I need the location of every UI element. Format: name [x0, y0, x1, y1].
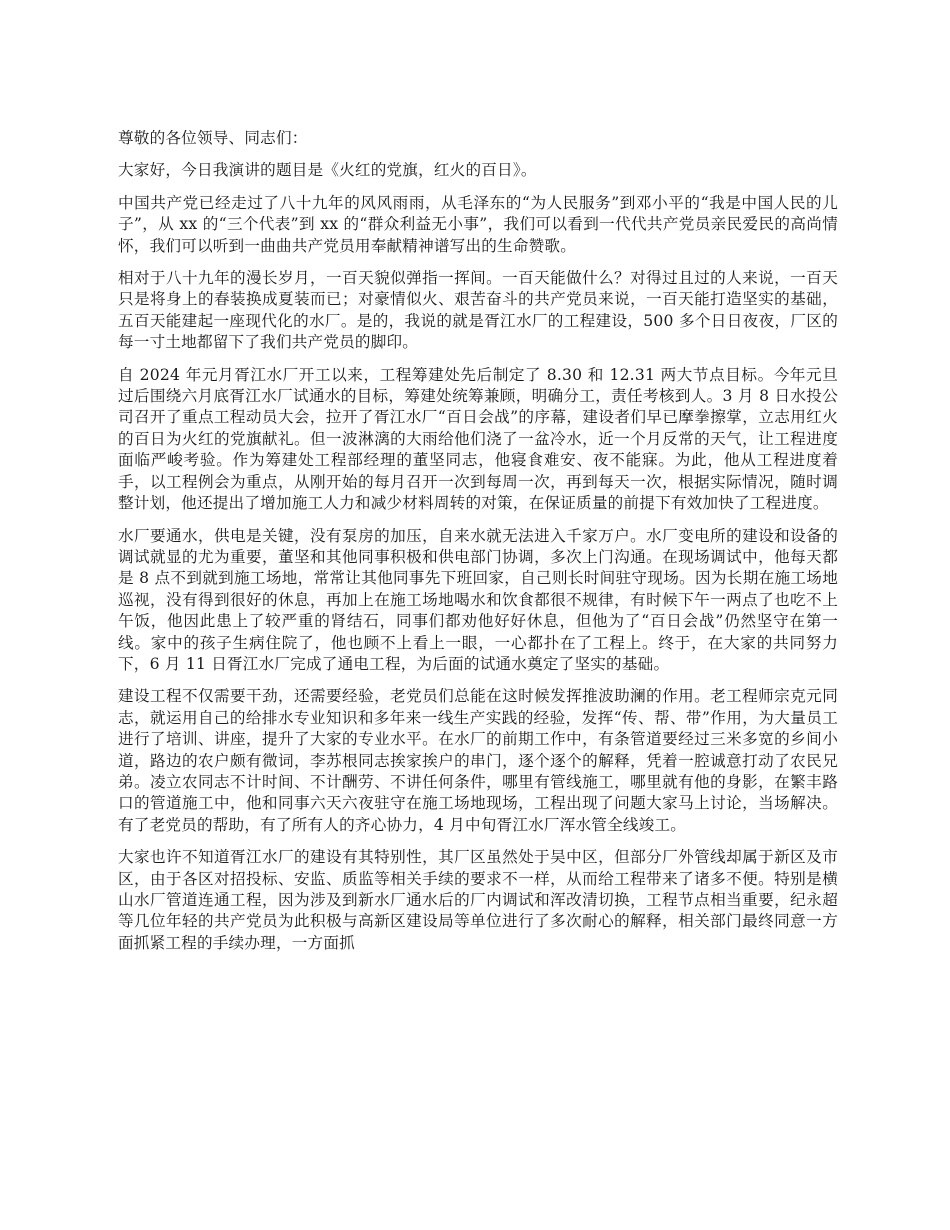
paragraph-special-circumstances: 大家也许不知道胥江水厂的建设有其特别性，其厂区虽然处于吴中区，但部分厂外管线却属于新区及市区，由于各区对招投标、安监、质监等相关手续的要求不一样，从而给工程带来了诸多不便。特别是横山水厂管道连通工程，因为涉及到新水厂通水后的厂内调试和浑改清切换，工程节点相当重要，纪永超等几位年轻的共产党员为此积极与高新区建设局等单位进行了多次耐心的解释，相关部门最终同意一方面抓紧工程的手续办理，一方面抓: [118, 848, 838, 952]
paragraph-party-history: 中国共产党已经走过了八十九年的风风雨雨，从毛泽东的“为人民服务”到邓小平的“我是中国人民的儿子”，从 xx 的“三个代表”到 xx 的“群众利益无小事”，我们可以看到一代代共产党员亲民爱民的高尚情怀，我们可以听到一曲曲共产党员用奉献精神谱写出的生命赞歌。: [118, 193, 838, 255]
paragraph-opening: 大家好，今日我演讲的题目是《火红的党旗，红火的百日》。: [118, 161, 537, 180]
document-body: [118, 128, 838, 965]
paragraph-veteran-members: 建设工程不仅需要干劲，还需要经验，老党员们总能在这时候发挥推波助澜的作用。老工程师宗克元同志，就运用自己的给排水专业知识和多年来一线生产实践的经验，发挥“传、帮、带”作用，为大量员工进行了培训、讲座，提升了大家的专业水平。在水厂的前期工作中，有条管道要经过三米多宽的乡间小道，路边的农户颇有微词，李苏根同志挨家挨户的串门，逐个逐个的解释，凭着一腔诚意打动了农民兄弟。凌立农同志不计时间、不计酬劳、不讲任何条件，哪里有管线施工，哪里就有他的身影，在繁丰路口的管道施工中，他和同事六天六夜驻守在施工场地现场，工程出现了问题大家马上讨论，当场解决。有了老党员的帮助，有了所有人的齐心协力，4 月中旬胥江水厂浑水管全线竣工。: [118, 687, 838, 834]
paragraph-construction-progress: 自 2024 年元月胥江水厂开工以来，工程筹建处先后制定了 8.30 和 12.31 两大节点目标。今年元旦过后围绕六月底胥江水厂试通水的目标，筹建处统筹兼顾，明确分工，责任考核到人。3 月 8 日水投公司召开了重点工程动员大会，拉开了胥江水厂“百日会战”的序幕，建设者们早已摩拳擦掌，立志用红火的百日为火红的党旗献礼。但一波淋漓的大雨给他们浇了一盆冷水，近一个月反常的天气，让工程进度面临严峻考验。作为筹建处工程部经理的董坚同志，他寝食难安、夜不能寐。为此，他从工程进度着手，以工程例会为重点，从刚开始的每月召开一次到每周一次，再到每天一次，根据实际情况，随时调整计划，他还提出了增加施工人力和减少材料周转的对策，在保证质量的前提下有效加快了工程进度。: [118, 365, 838, 513]
paragraph-power-supply: 水厂要通水，供电是关键，没有泵房的加压，自来水就无法进入千家万户。水厂变电所的建设和设备的调试就显的尤为重要，董坚和其他同事积极和供电部门协调，多次上门沟通。在现场调试中，他每天都是 8 点不到就到施工场地，常常让其他同事先下班回家，自己则长时间驻守现场。因为长期在施工场地巡视，没有得到很好的休息，再加上在施工场地喝水和饮食都很不规律，有时候下午一两点了也吃不上午饭，他因此患上了较严重的肾结石，同事们都劝他好好休息，但他为了“百日会战”仍然坚守在第一线。家中的孩子生病住院了，他也顾不上看上一眼，一心都扑在了工程上。终于，在大家的共同努力下，6 月 11 日胥江水厂完成了通电工程，为后面的试通水奠定了坚实的基础。: [118, 526, 838, 673]
paragraph-hundred-days: 相对于八十九年的漫长岁月，一百天貌似弹指一挥间。一百天能做什么？对得过且过的人来说，一百天只是将身上的春装换成夏装而已；对豪情似火、艰苦奋斗的共产党员来说，一百天能打造坚实的基础，五百天能建起一座现代化的水厂。是的，我说的就是胥江水厂的工程建设，500 多个日日夜夜，厂区的每一寸土地都留下了我们共产党员的脚印。: [118, 269, 838, 352]
salutation: 尊敬的各位领导、同志们：: [118, 129, 308, 147]
